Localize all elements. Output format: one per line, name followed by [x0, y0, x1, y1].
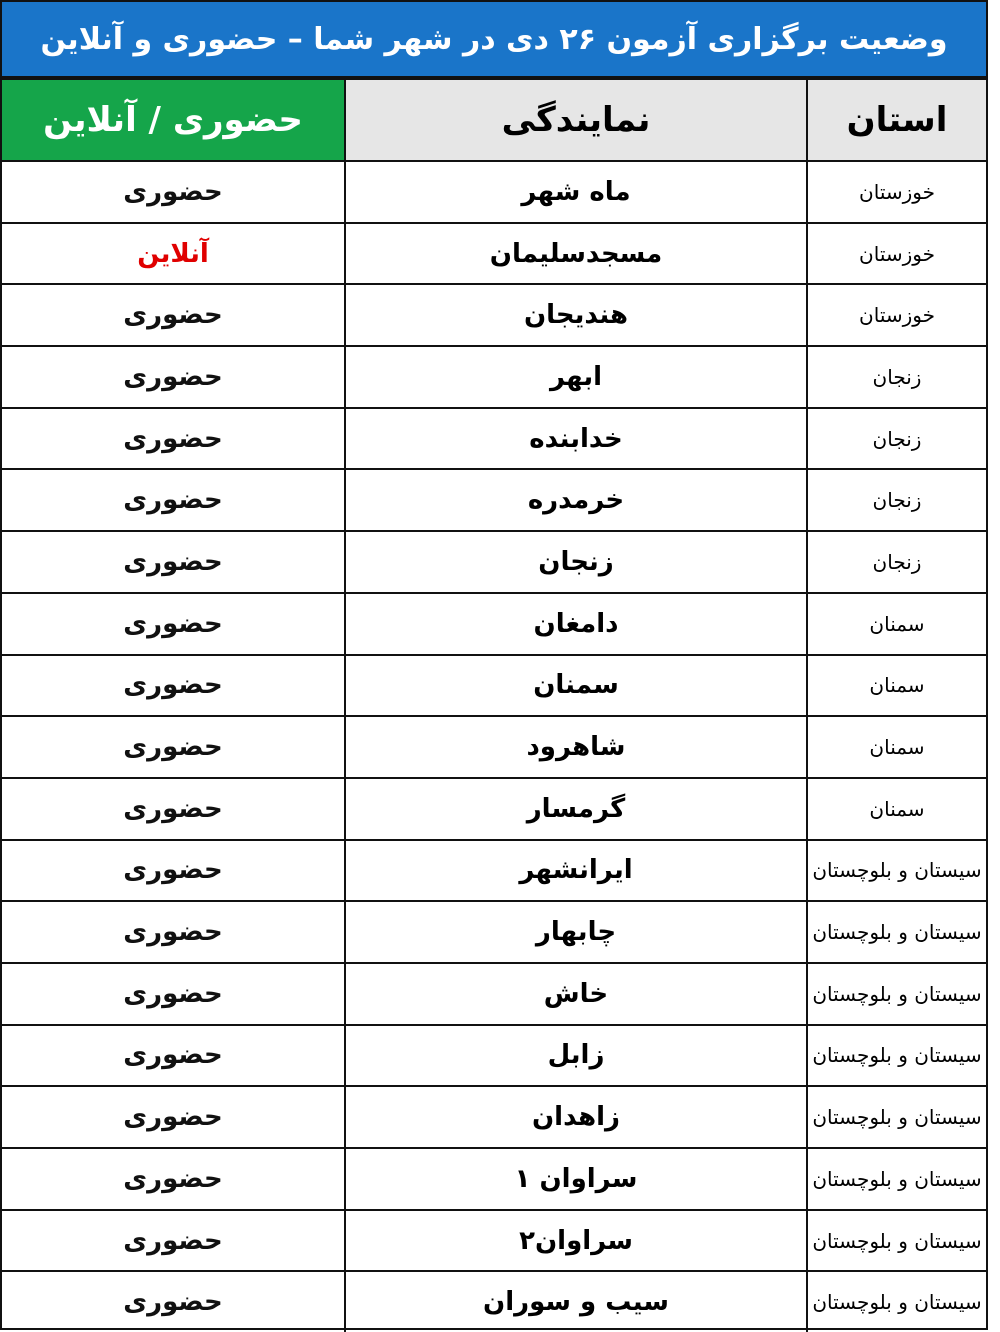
- agency-cell: زنجان: [345, 531, 807, 593]
- exam-status-table: [2, 78, 986, 1332]
- agency-cell: دامغان: [345, 593, 807, 655]
- status-cell: حضوری: [2, 716, 345, 778]
- table-row: [2, 1210, 986, 1272]
- table-row: [2, 531, 986, 593]
- agency-cell: سیب و سوران: [345, 1271, 807, 1332]
- province-cell: زنجان: [807, 531, 986, 593]
- table-row: [2, 223, 986, 285]
- province-cell: سیستان و بلوچستان: [807, 901, 986, 963]
- province-cell: زنجان: [807, 408, 986, 470]
- province-cell: سمنان: [807, 716, 986, 778]
- agency-cell: خدابنده: [345, 408, 807, 470]
- table-row: [2, 778, 986, 840]
- status-cell: حضوری: [2, 901, 345, 963]
- province-cell: سیستان و بلوچستان: [807, 1271, 986, 1332]
- table-row: [2, 1086, 986, 1148]
- table-header-row: [2, 79, 986, 161]
- agency-cell: ایرانشهر: [345, 840, 807, 902]
- status-cell: آنلاین: [2, 223, 345, 285]
- table-row: [2, 1148, 986, 1210]
- status-cell: حضوری: [2, 161, 345, 223]
- status-cell: حضوری: [2, 284, 345, 346]
- agency-cell: سراوان ۱: [345, 1148, 807, 1210]
- table-row: [2, 963, 986, 1025]
- table-row: [2, 469, 986, 531]
- province-cell: سیستان و بلوچستان: [807, 840, 986, 902]
- province-cell: سمنان: [807, 778, 986, 840]
- status-cell: حضوری: [2, 778, 345, 840]
- status-cell: حضوری: [2, 531, 345, 593]
- column-header-agency: نمایندگی: [345, 79, 807, 161]
- agency-cell: هندیجان: [345, 284, 807, 346]
- province-cell: سیستان و بلوچستان: [807, 1148, 986, 1210]
- province-cell: خوزستان: [807, 223, 986, 285]
- table-row: [2, 161, 986, 223]
- agency-cell: ابهر: [345, 346, 807, 408]
- province-cell: خوزستان: [807, 284, 986, 346]
- agency-cell: سمنان: [345, 655, 807, 717]
- agency-cell: شاهرود: [345, 716, 807, 778]
- status-cell: حضوری: [2, 1086, 345, 1148]
- table-body: [2, 161, 986, 1332]
- agency-cell: ماه شهر: [345, 161, 807, 223]
- status-cell: حضوری: [2, 1271, 345, 1332]
- status-cell: حضوری: [2, 1210, 345, 1272]
- column-header-status: حضوری / آنلاین: [2, 79, 345, 161]
- page-title: وضعیت برگزاری آزمون ۲۶ دی در شهر شما – حضوری و آنلاین: [2, 2, 986, 78]
- table-row: [2, 840, 986, 902]
- table-row: [2, 716, 986, 778]
- table-row: [2, 408, 986, 470]
- province-cell: سیستان و بلوچستان: [807, 1025, 986, 1087]
- province-cell: خوزستان: [807, 161, 986, 223]
- agency-cell: گرمسار: [345, 778, 807, 840]
- status-cell: حضوری: [2, 408, 345, 470]
- agency-cell: سراوان۲: [345, 1210, 807, 1272]
- province-cell: سیستان و بلوچستان: [807, 1210, 986, 1272]
- province-cell: سیستان و بلوچستان: [807, 1086, 986, 1148]
- status-cell: حضوری: [2, 346, 345, 408]
- province-cell: زنجان: [807, 469, 986, 531]
- column-header-province: استان: [807, 79, 986, 161]
- agency-cell: زابل: [345, 1025, 807, 1087]
- agency-cell: خرمدره: [345, 469, 807, 531]
- province-cell: سمنان: [807, 655, 986, 717]
- table-row: [2, 284, 986, 346]
- province-cell: سیستان و بلوچستان: [807, 963, 986, 1025]
- status-cell: حضوری: [2, 1148, 345, 1210]
- agency-cell: خاش: [345, 963, 807, 1025]
- table-row: [2, 655, 986, 717]
- table-row: [2, 1271, 986, 1332]
- status-cell: حضوری: [2, 655, 345, 717]
- status-cell: حضوری: [2, 963, 345, 1025]
- table-row: [2, 593, 986, 655]
- status-cell: حضوری: [2, 593, 345, 655]
- agency-cell: مسجدسلیمان: [345, 223, 807, 285]
- province-cell: زنجان: [807, 346, 986, 408]
- status-cell: حضوری: [2, 1025, 345, 1087]
- table-row: [2, 1025, 986, 1087]
- agency-cell: چابهار: [345, 901, 807, 963]
- province-cell: سمنان: [807, 593, 986, 655]
- status-cell: حضوری: [2, 469, 345, 531]
- agency-cell: زاهدان: [345, 1086, 807, 1148]
- status-cell: حضوری: [2, 840, 345, 902]
- table-row: [2, 901, 986, 963]
- table-row: [2, 346, 986, 408]
